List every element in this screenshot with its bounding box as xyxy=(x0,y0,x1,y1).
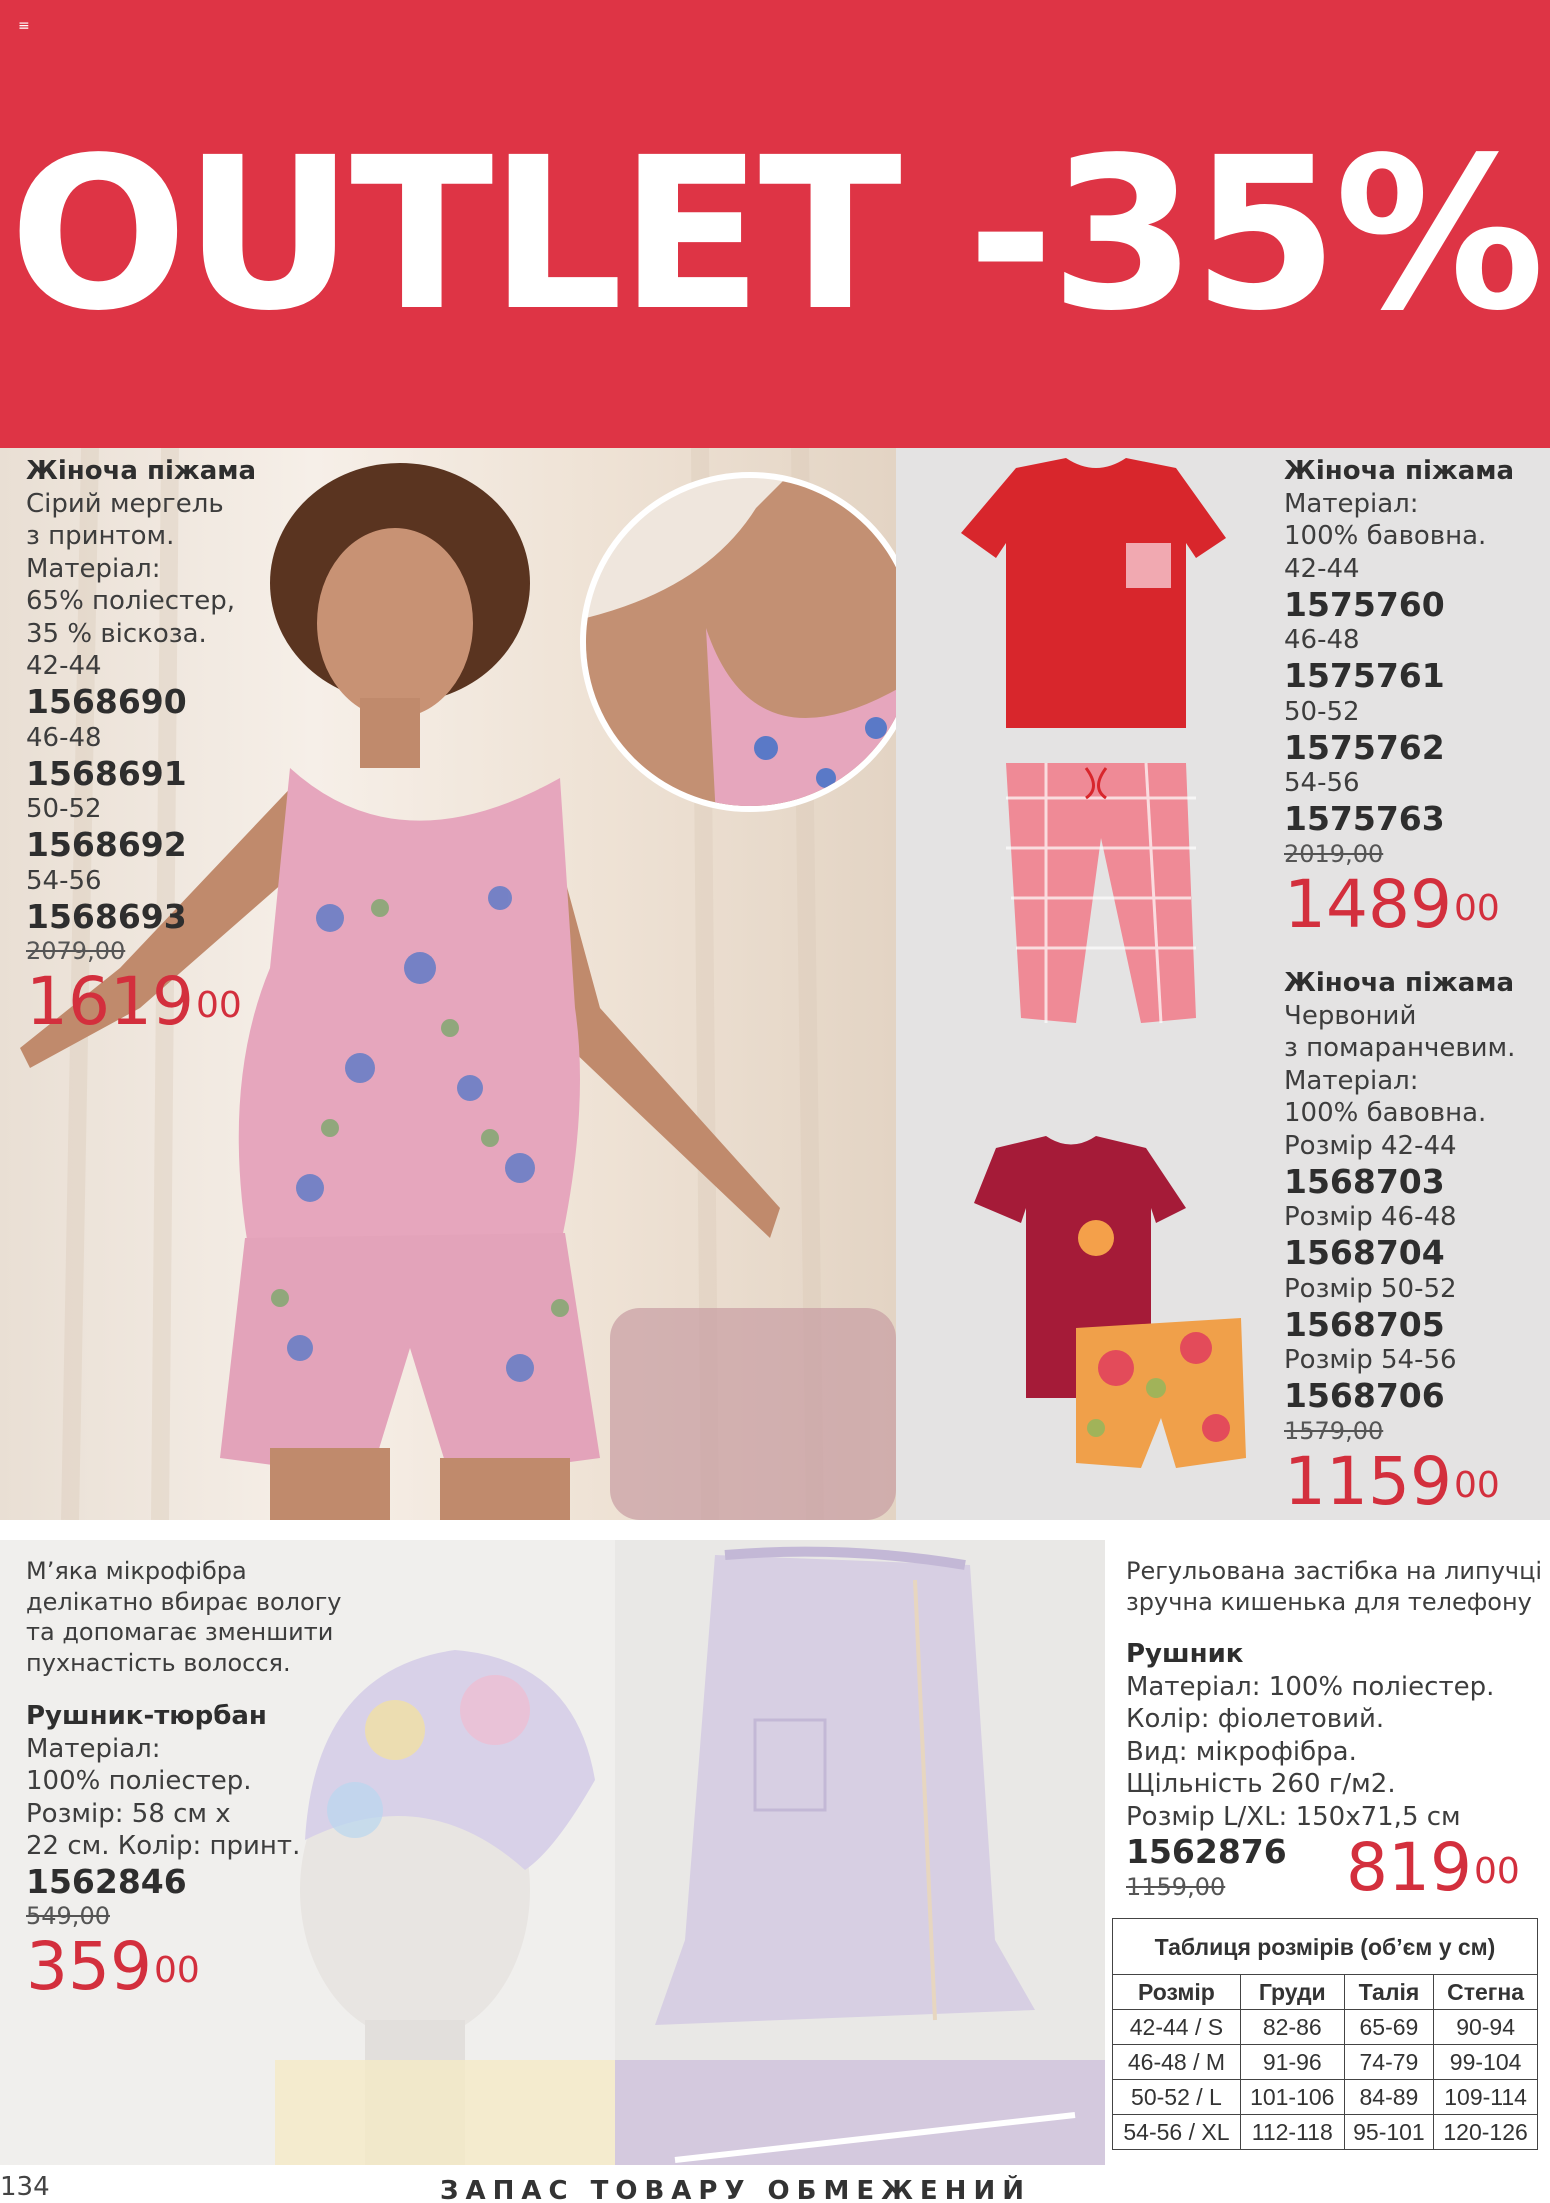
product-title: Жіноча піжама xyxy=(26,456,257,486)
product-code: 1568706 xyxy=(1284,1376,1445,1415)
price-cents: 00 xyxy=(1453,887,1500,929)
table-cell: 109-114 xyxy=(1434,2080,1538,2115)
price-cents: 00 xyxy=(195,985,242,1026)
size-label: 50-52 xyxy=(1284,696,1360,727)
turban-head-illustration xyxy=(275,1640,615,2165)
detail-zoom-circle xyxy=(580,472,920,812)
sale-price xyxy=(26,1928,300,2005)
size-label: Розмір 42-44 xyxy=(1284,1130,1457,1161)
table-cell: 101-106 xyxy=(1240,2080,1344,2115)
product-title: Рушник xyxy=(1126,1639,1244,1669)
table-header: Талія xyxy=(1344,1975,1434,2010)
product-code: 1568693 xyxy=(26,896,187,936)
stock-limited-note: ЗАПАС ТОВАРУ ОБМЕЖЕНИЙ xyxy=(440,2176,1031,2203)
lavender-towel-illustration xyxy=(615,1540,1105,2165)
product-line: Розмір: 58 см х xyxy=(26,1798,231,1829)
product-title: Жіноча піжама xyxy=(1284,968,1515,998)
sale-price xyxy=(1346,1829,1520,1906)
table-header: Стегна xyxy=(1434,1975,1538,2010)
price-main: 1619 xyxy=(26,963,194,1040)
size-table-caption: Таблиця розмірів (об’єм у см) xyxy=(1112,1918,1538,1974)
product-line: з принтом. xyxy=(26,521,175,551)
table-row xyxy=(1113,2080,1538,2115)
shoulder-detail xyxy=(586,478,920,812)
intro-line: М’яка мікрофібра xyxy=(26,1557,247,1585)
product-code: 1568705 xyxy=(1284,1304,1445,1344)
page-number: 134 xyxy=(0,2172,50,2202)
price-main: 1489 xyxy=(1284,865,1452,943)
product-line: Матеріал: xyxy=(1284,488,1419,519)
size-label: 50-52 xyxy=(26,794,102,824)
product-code: 1568690 xyxy=(26,682,187,721)
table-cell: 91-96 xyxy=(1240,2045,1344,2080)
table-cell: 112-118 xyxy=(1240,2115,1344,2150)
product-line: Розмір L/XL: 150x71,5 см xyxy=(1126,1801,1461,1832)
sale-price xyxy=(26,963,256,1040)
product-code: 1575760 xyxy=(1284,584,1445,624)
old-price: 2019,00 xyxy=(1284,839,1384,868)
size-label: 54-56 xyxy=(1284,768,1360,798)
product-line: 22 см. Колір: принт. xyxy=(26,1831,301,1861)
size-label: 46-48 xyxy=(26,722,102,753)
size-table xyxy=(1112,1918,1538,2150)
table-header: Розмір xyxy=(1113,1975,1241,2010)
table-cell: 50-52 / L xyxy=(1113,2080,1241,2115)
product-turban-info xyxy=(26,1700,300,2003)
intro-line: пухнастість волосся. xyxy=(26,1648,291,1677)
product-line: 100% бавовна. xyxy=(1284,521,1487,551)
product-line: Сірий мергель xyxy=(26,488,224,519)
banner-title: OUTLET -35% xyxy=(9,112,1541,357)
product-line: 100% поліестер. xyxy=(26,1766,252,1796)
table-cell: 90-94 xyxy=(1434,2010,1538,2045)
table-cell: 120-126 xyxy=(1434,2115,1538,2150)
price-main: 359 xyxy=(26,1928,152,2005)
product-code: 1562846 xyxy=(26,1861,187,1901)
product-title: Жіноча піжама xyxy=(1284,456,1515,486)
table-cell: 95-101 xyxy=(1344,2115,1434,2150)
size-label: Розмір 54-56 xyxy=(1284,1345,1457,1375)
product-code: 1568692 xyxy=(26,825,187,864)
product-code: 1568691 xyxy=(26,753,187,793)
size-label: 42-44 xyxy=(26,651,102,681)
old-price: 2079,00 xyxy=(26,937,126,965)
product-floral-info xyxy=(26,455,256,1038)
price-cents: 00 xyxy=(153,1950,200,1991)
product-code: 1575762 xyxy=(1284,727,1445,767)
table-row xyxy=(1113,2115,1538,2150)
sale-price xyxy=(1284,1442,1515,1520)
size-label: Розмір 50-52 xyxy=(1284,1273,1457,1304)
product-line: 65% поліестер, xyxy=(26,586,236,616)
size-label: 46-48 xyxy=(1284,625,1360,655)
product-code: 1568704 xyxy=(1284,1233,1445,1272)
intro-line: та допомагає зменшити xyxy=(26,1618,334,1646)
price-main: 819 xyxy=(1346,1829,1472,1906)
price-main: 1159 xyxy=(1284,1442,1452,1520)
product-title: Рушник-тюрбан xyxy=(26,1701,267,1731)
table-cell: 74-79 xyxy=(1344,2045,1434,2080)
towel-panel xyxy=(615,1540,1105,2165)
size-label: Розмір 46-48 xyxy=(1284,1202,1457,1232)
old-price: 549,00 xyxy=(26,1902,110,1930)
product-line: Червоний xyxy=(1284,1000,1417,1031)
product-red-check-info xyxy=(1284,455,1514,941)
product-code: 1562876 xyxy=(1126,1832,1287,1871)
size-label: 42-44 xyxy=(1284,553,1360,584)
product-turban-intro xyxy=(26,1556,342,1678)
product-line: Матеріал: xyxy=(26,1733,161,1764)
product-line: Матеріал: xyxy=(26,553,161,584)
product-code: 1568703 xyxy=(1284,1161,1445,1201)
table-row xyxy=(1113,2010,1538,2045)
table-header: Груди xyxy=(1240,1975,1344,2010)
product-line: Щільність 260 г/м2. xyxy=(1126,1769,1396,1799)
price-cents: 00 xyxy=(1473,1851,1520,1892)
product-red-orange-info xyxy=(1284,967,1515,1518)
product-line: 100% бавовна. xyxy=(1284,1098,1487,1128)
product-code: 1575763 xyxy=(1284,799,1445,838)
table-cell: 42-44 / S xyxy=(1113,2010,1241,2045)
product-line: з помаранчевим. xyxy=(1284,1033,1516,1063)
product-line: Матеріал: xyxy=(1284,1065,1419,1096)
product-line: Вид: мікрофібра. xyxy=(1126,1736,1357,1767)
product-line: 35 % віскоза. xyxy=(26,618,207,649)
product-line: Колір: фіолетовий. xyxy=(1126,1704,1385,1734)
table-cell: 84-89 xyxy=(1344,2080,1434,2115)
product-towel-intro xyxy=(1126,1556,1542,1617)
table-cell: 82-86 xyxy=(1240,2010,1344,2045)
intro-line: Регульована застібка на липучці xyxy=(1126,1557,1543,1585)
table-cell: 46-48 / M xyxy=(1113,2045,1241,2080)
sale-price xyxy=(1284,865,1514,943)
table-cell: 99-104 xyxy=(1434,2045,1538,2080)
table-cell: 54-56 / XL xyxy=(1113,2115,1241,2150)
product-line: Матеріал: 100% поліестер. xyxy=(1126,1671,1495,1702)
intro-line: зручна кишенька для телефону xyxy=(1126,1587,1532,1616)
intro-line: делікатно вбирає вологу xyxy=(26,1587,342,1616)
menu-icon: ≡ xyxy=(18,18,30,34)
size-label: 54-56 xyxy=(26,865,102,896)
old-price: 1159,00 xyxy=(1126,1872,1226,1901)
product-code: 1575761 xyxy=(1284,656,1445,695)
old-price: 1579,00 xyxy=(1284,1416,1384,1445)
table-cell: 65-69 xyxy=(1344,2010,1434,2045)
table-header-row xyxy=(1113,1975,1538,2010)
table-row xyxy=(1113,2045,1538,2080)
price-cents: 00 xyxy=(1453,1464,1500,1506)
